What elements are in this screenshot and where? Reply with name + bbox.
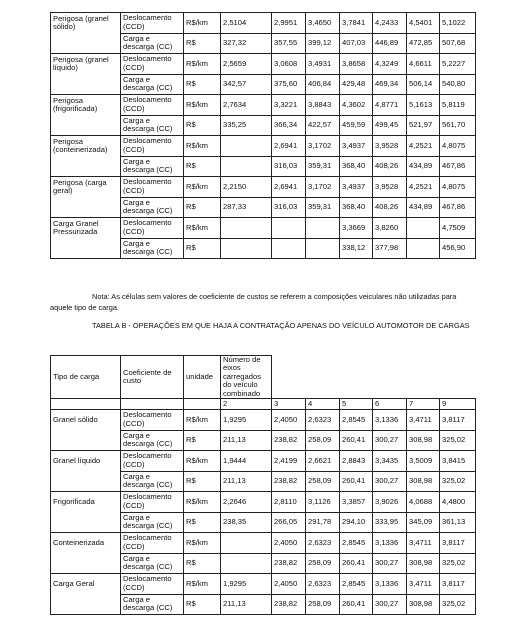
cargo-type-cell [51,430,121,451]
value-cell [407,238,440,259]
table-b-title: TABELA B - OPERAÇÕES EM QUE HAJA A CONTRATAÇÃO APENAS DO VEÍCULO AUTOMOTOR DE CARGAS [92,321,470,330]
coefficient-cell: Deslocamento (CCD) [121,54,184,75]
value-cell: 238,35 [221,512,272,533]
header-unit: unidade [184,356,221,399]
value-cell: 342,57 [221,74,272,95]
value-cell: 3,4711 [407,410,440,431]
header-cost-coefficient: Coeficiente de custo [121,356,184,399]
value-cell: 2,6621 [306,451,340,472]
value-cell: 406,84 [306,74,340,95]
cargo-type-cell [51,471,121,492]
value-cell: 211,13 [221,430,272,451]
table-row [51,218,476,239]
value-cell: 4,2433 [373,13,407,34]
value-cell: 3,8843 [306,95,340,116]
value-cell: 3,8117 [440,574,476,595]
value-cell: 258,09 [306,594,340,615]
unit-cell: R$/km [184,492,221,513]
table-b [50,355,476,615]
value-cell: 507,68 [440,33,476,54]
unit-cell: R$ [184,594,221,615]
value-cell: 258,09 [306,471,340,492]
value-cell [306,218,340,239]
axle-number-cell: 7 [407,399,440,410]
value-cell: 260,41 [340,430,373,451]
coefficient-cell: Carga e descarga (CC) [121,33,184,54]
coefficient-cell: Deslocamento (CCD) [121,533,184,554]
value-cell: 456,90 [440,238,476,259]
value-cell: 260,41 [340,594,373,615]
value-cell: 2,7634 [221,95,272,116]
value-cell: 506,14 [407,74,440,95]
cargo-type-cell [51,197,121,218]
value-cell: 345,09 [407,512,440,533]
value-cell: 325,02 [440,471,476,492]
value-cell: 4,4800 [440,492,476,513]
axle-number-cell: 5 [340,399,373,410]
value-cell: 2,6323 [306,574,340,595]
value-cell: 2,8545 [340,574,373,595]
value-cell: 377,98 [373,238,407,259]
coefficient-cell: Carga e descarga (CC) [121,512,184,533]
value-cell: 3,1702 [306,177,340,198]
value-cell: 294,10 [340,512,373,533]
cargo-type-cell: Conteinerizada [51,533,121,554]
coefficient-cell: Carga e descarga (CC) [121,115,184,136]
value-cell: 3,3669 [340,218,373,239]
note-text: Nota: As células sem valores de coeficiente de custos se referem a composições veiculares não utilizadas para aquele tipo de carga. [50,292,457,312]
cargo-type-cell [51,553,121,574]
table-row [51,115,476,136]
value-cell: 1,9295 [221,410,272,431]
value-cell: 3,8260 [373,218,407,239]
value-cell [306,238,340,259]
unit-cell: R$/km [184,533,221,554]
header-axles: Número de eixos carregados do veículo combinado [221,356,272,399]
table-row [51,238,476,259]
value-cell: 2,2150 [221,177,272,198]
value-cell: 3,3221 [272,95,306,116]
value-cell: 338,12 [340,238,373,259]
value-cell: 316,03 [272,197,306,218]
value-cell: 300,27 [373,594,407,615]
value-cell [221,136,272,157]
coefficient-cell: Deslocamento (CCD) [121,410,184,431]
unit-cell: R$ [184,197,221,218]
value-cell: 327,32 [221,33,272,54]
value-cell: 2,5659 [221,54,272,75]
value-cell: 3,8117 [440,410,476,431]
value-cell [221,553,272,574]
table-row [51,574,476,595]
value-cell: 561,70 [440,115,476,136]
table-row [51,197,476,218]
value-cell: 467,86 [440,197,476,218]
coefficient-cell: Deslocamento (CCD) [121,492,184,513]
cargo-type-cell [51,238,121,259]
value-cell [272,218,306,239]
value-cell: 2,4050 [272,533,306,554]
value-cell [221,218,272,239]
unit-cell: R$/km [184,54,221,75]
value-cell: 2,8110 [272,492,306,513]
value-cell: 467,86 [440,156,476,177]
table-b-axle-row [51,399,476,410]
value-cell: 469,34 [373,74,407,95]
value-cell: 260,41 [340,471,373,492]
coefficient-cell: Carga e descarga (CC) [121,156,184,177]
value-cell: 316,03 [272,156,306,177]
unit-cell: R$ [184,553,221,574]
value-cell: 266,05 [272,512,306,533]
coefficient-cell: Carga e descarga (CC) [121,74,184,95]
value-cell: 1,9444 [221,451,272,472]
cargo-type-cell: Perigosa (frigorificada) [51,95,121,116]
unit-cell: R$ [184,74,221,95]
value-cell: 238,82 [272,594,306,615]
value-cell: 368,40 [340,197,373,218]
value-cell: 238,82 [272,430,306,451]
value-cell: 3,3857 [340,492,373,513]
value-cell: 3,4937 [340,136,373,157]
unit-cell: R$ [184,471,221,492]
table-row [51,156,476,177]
unit-cell: R$ [184,238,221,259]
axle-number-cell: 3 [272,399,306,410]
unit-cell: R$/km [184,13,221,34]
cargo-type-cell [51,33,121,54]
table-row [51,451,476,472]
cargo-type-cell [51,115,121,136]
value-cell: 5,8119 [440,95,476,116]
value-cell: 3,4711 [407,533,440,554]
table-row [51,410,476,431]
cargo-type-cell: Perigosa (granel sólido) [51,13,121,34]
value-cell: 211,13 [221,471,272,492]
cargo-type-cell: Perigosa (granel líquido) [51,54,121,75]
value-cell: 3,4650 [306,13,340,34]
value-cell: 308,98 [407,430,440,451]
unit-cell: R$/km [184,177,221,198]
cargo-type-cell: Perigosa (carga geral) [51,177,121,198]
value-cell: 399,12 [306,33,340,54]
value-cell: 3,8117 [440,533,476,554]
unit-cell: R$ [184,33,221,54]
value-cell: 2,6323 [306,410,340,431]
cargo-type-cell: Granel líquido [51,451,121,472]
value-cell [221,238,272,259]
value-cell: 3,1336 [373,533,407,554]
cargo-type-cell: Perigosa (conteinerizada) [51,136,121,157]
table-row [51,492,476,513]
coefficient-cell: Carga e descarga (CC) [121,471,184,492]
unit-cell: R$/km [184,136,221,157]
table-row [51,471,476,492]
value-cell: 540,80 [440,74,476,95]
value-cell: 325,02 [440,594,476,615]
unit-cell: R$/km [184,218,221,239]
coefficient-cell: Deslocamento (CCD) [121,136,184,157]
value-cell: 308,98 [407,471,440,492]
value-cell: 4,0688 [407,492,440,513]
value-cell: 4,6611 [407,54,440,75]
value-cell: 4,3249 [373,54,407,75]
table-row [51,177,476,198]
unit-cell: R$/km [184,451,221,472]
value-cell: 300,27 [373,471,407,492]
value-cell: 2,6941 [272,136,306,157]
table-row [51,533,476,554]
coefficient-cell: Deslocamento (CCD) [121,95,184,116]
value-cell: 335,25 [221,115,272,136]
value-cell: 2,8545 [340,410,373,431]
value-cell: 3,8658 [340,54,373,75]
value-cell: 2,2646 [221,492,272,513]
value-cell: 3,8415 [440,451,476,472]
table-row [51,553,476,574]
table-row [51,136,476,157]
value-cell: 3,1336 [373,410,407,431]
value-cell: 408,26 [373,156,407,177]
value-cell: 333,95 [373,512,407,533]
cargo-type-cell: Carga Granel Pressurizada [51,218,121,239]
value-cell: 4,5401 [407,13,440,34]
value-cell: 3,4711 [407,574,440,595]
axle-number-cell: 9 [440,399,476,410]
value-cell: 3,0608 [272,54,306,75]
unit-cell: R$ [184,156,221,177]
value-cell: 2,6941 [272,177,306,198]
coefficient-cell: Deslocamento (CCD) [121,177,184,198]
table-row [51,594,476,615]
value-cell: 258,09 [306,553,340,574]
value-cell: 359,31 [306,156,340,177]
coefficient-cell: Carga e descarga (CC) [121,430,184,451]
value-cell [272,238,306,259]
cargo-type-cell: Granel sólido [51,410,121,431]
table-row [51,13,476,34]
coefficient-cell: Deslocamento (CCD) [121,218,184,239]
value-cell: 361,13 [440,512,476,533]
table-b-header-row [51,356,476,399]
value-cell: 2,8843 [340,451,373,472]
cargo-type-cell [51,594,121,615]
value-cell: 238,82 [272,471,306,492]
value-cell: 359,31 [306,197,340,218]
value-cell: 2,4050 [272,574,306,595]
value-cell: 3,9528 [373,136,407,157]
value-cell: 300,27 [373,553,407,574]
coefficient-cell: Deslocamento (CCD) [121,13,184,34]
value-cell: 325,02 [440,553,476,574]
value-cell: 4,2521 [407,177,440,198]
value-cell: 3,9528 [373,177,407,198]
cargo-type-cell: Carga Geral [51,574,121,595]
value-cell: 4,2521 [407,136,440,157]
value-cell: 429,48 [340,74,373,95]
value-cell: 434,89 [407,197,440,218]
table-row [51,74,476,95]
value-cell: 238,82 [272,553,306,574]
value-cell: 2,4050 [272,410,306,431]
value-cell [221,533,272,554]
value-cell [407,218,440,239]
value-cell: 1,9295 [221,574,272,595]
coefficient-cell: Deslocamento (CCD) [121,574,184,595]
value-cell: 3,4931 [306,54,340,75]
value-cell: 5,1613 [407,95,440,116]
value-cell: 408,26 [373,197,407,218]
axle-number-cell: 2 [221,399,272,410]
value-cell: 3,3435 [373,451,407,472]
value-cell: 3,7841 [340,13,373,34]
value-cell: 2,6323 [306,533,340,554]
value-cell: 287,33 [221,197,272,218]
value-cell: 5,1022 [440,13,476,34]
value-cell: 4,7509 [440,218,476,239]
value-cell: 446,89 [373,33,407,54]
value-cell: 3,9026 [373,492,407,513]
unit-cell: R$ [184,115,221,136]
value-cell: 521,97 [407,115,440,136]
value-cell: 434,89 [407,156,440,177]
value-cell: 260,41 [340,553,373,574]
cargo-type-cell: Frigorificada [51,492,121,513]
table-row [51,54,476,75]
cargo-type-cell [51,74,121,95]
value-cell: 357,55 [272,33,306,54]
table-row [51,33,476,54]
table-a [50,12,476,259]
value-cell: 4,8075 [440,136,476,157]
value-cell: 4,8771 [373,95,407,116]
table-row [51,430,476,451]
coefficient-cell: Carga e descarga (CC) [121,197,184,218]
unit-cell: R$ [184,430,221,451]
value-cell: 3,1336 [373,574,407,595]
cargo-type-cell [51,156,121,177]
unit-cell: R$/km [184,95,221,116]
value-cell: 499,45 [373,115,407,136]
value-cell: 3,1702 [306,136,340,157]
value-cell: 2,9951 [272,13,306,34]
value-cell: 2,4199 [272,451,306,472]
cargo-type-cell [51,512,121,533]
value-cell: 4,3602 [340,95,373,116]
value-cell: 325,02 [440,430,476,451]
value-cell: 4,8075 [440,177,476,198]
header-cargo-type: Tipo de carga [51,356,121,399]
value-cell: 2,5104 [221,13,272,34]
value-cell: 3,5009 [407,451,440,472]
value-cell: 308,98 [407,594,440,615]
value-cell: 368,40 [340,156,373,177]
value-cell: 375,60 [272,74,306,95]
coefficient-cell: Deslocamento (CCD) [121,451,184,472]
value-cell: 2,8545 [340,533,373,554]
table-row [51,95,476,116]
axle-number-cell: 6 [373,399,407,410]
unit-cell: R$/km [184,574,221,595]
value-cell: 5,2227 [440,54,476,75]
value-cell [221,156,272,177]
value-cell: 300,27 [373,430,407,451]
unit-cell: R$ [184,512,221,533]
coefficient-cell: Carga e descarga (CC) [121,594,184,615]
value-cell: 258,09 [306,430,340,451]
value-cell: 3,1126 [306,492,340,513]
value-cell: 3,4937 [340,177,373,198]
value-cell: 308,98 [407,553,440,574]
value-cell: 407,03 [340,33,373,54]
value-cell: 211,13 [221,594,272,615]
value-cell: 472,85 [407,33,440,54]
value-cell: 459,59 [340,115,373,136]
axle-number-cell: 4 [306,399,340,410]
table-row [51,512,476,533]
value-cell: 366,34 [272,115,306,136]
value-cell: 422,57 [306,115,340,136]
coefficient-cell: Carga e descarga (CC) [121,238,184,259]
unit-cell: R$/km [184,410,221,431]
coefficient-cell: Carga e descarga (CC) [121,553,184,574]
value-cell: 291,78 [306,512,340,533]
